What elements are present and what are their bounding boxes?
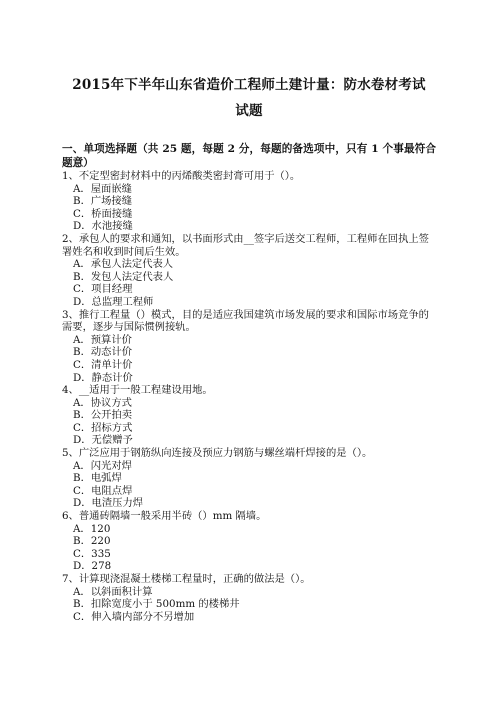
answer-option: A．预算计价 (73, 333, 132, 346)
question-stem: 7、计算现浇混凝土楼梯工程量时，正确的做法是（）。 (62, 573, 311, 585)
title-line-2: 试题 (235, 103, 263, 119)
answer-option: D．278 (73, 560, 112, 573)
answer-option: C．项目经理 (73, 283, 133, 296)
answer-option: A．屋面嵌缝 (73, 182, 132, 195)
answer-option: A．闪光对焊 (73, 459, 132, 472)
answer-option: C．电阻点焊 (73, 484, 133, 497)
question-6 (62, 510, 436, 573)
question-stem: 4、__适用于一般工程建设用地。 (62, 384, 213, 397)
question-stem: 6、普通砖隔墙一般采用半砖（）mm 隔墙。 (62, 510, 267, 523)
question-stem: 2、承包人的要求和通知，以书面形式由__签字后送交工程师，工程师在回执上签署姓名和收到时间后生效。 (62, 232, 429, 258)
answer-option: D．电渣压力焊 (73, 497, 144, 510)
answer-option: C．伸入墙内部分不另增加 (73, 610, 195, 623)
answer-option: C．桥面接缝 (73, 207, 133, 220)
answer-option: D．总监理工程师 (73, 295, 154, 308)
answer-option: A．以斜面积计算 (73, 585, 153, 598)
document-title (62, 72, 436, 124)
question-stem: 1、不定型密封材料中的丙烯酸类密封膏可用于（）。 (62, 170, 301, 182)
answer-option: B．电弧焊 (73, 472, 122, 485)
question-5 (62, 447, 436, 510)
question-stem: 3、推行工程量（）模式，目的是适应我国建筑市场发展的要求和国际市场竞争的需要，逐步与国际惯例接轨。 (62, 308, 429, 334)
answer-option: B．220 (73, 535, 111, 548)
title-line-1: 2015年下半年山东省造价工程师土建计量：防水卷材考试 (72, 77, 426, 93)
answer-option: B．广场接缝 (73, 195, 133, 208)
answer-option: A．协议方式 (73, 396, 132, 409)
answer-option: C．清单计价 (73, 358, 133, 371)
answer-option: D．无偿赠予 (73, 434, 133, 447)
question-7 (62, 573, 436, 623)
answer-option: B．动态计价 (73, 346, 133, 359)
question-stem: 5、广泛应用于钢筋纵向连接及预应力钢筋与螺丝端杆焊接的是（）。 (62, 447, 373, 460)
section-heading: 一、单项选择题（共 25 题，每题 2 分，每题的备选项中，只有 1 个事最符合题意） (62, 143, 436, 169)
answer-option: B．扣除宽度小于 500mm 的楼梯井 (73, 598, 240, 611)
answer-option: C．335 (73, 547, 111, 560)
answer-option: D．水池接缝 (73, 220, 133, 233)
answer-option: A．120 (73, 522, 111, 535)
answer-option: D．静态计价 (73, 371, 133, 384)
question-2 (62, 233, 436, 309)
question-list (62, 170, 436, 623)
question-1 (62, 170, 436, 233)
answer-option: B．公开拍卖 (73, 409, 133, 422)
answer-option: C．招标方式 (73, 421, 133, 434)
answer-option: A．承包人法定代表人 (73, 258, 174, 271)
question-3 (62, 309, 436, 385)
answer-option: B．发包人法定代表人 (73, 270, 174, 283)
question-4 (62, 384, 436, 447)
